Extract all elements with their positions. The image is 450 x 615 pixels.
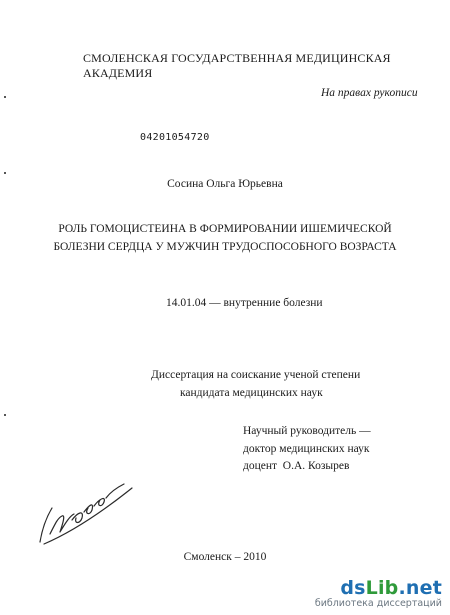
watermark-logo xyxy=(315,578,442,598)
place-year: Смоленск – 2010 xyxy=(183,551,267,563)
title-line-1: РОЛЬ ГОМОЦИСТЕИНА В ФОРМИРОВАНИИ ИШЕМИЧЕСКОЙ xyxy=(58,223,392,235)
signature-image xyxy=(32,472,140,552)
dslib-watermark xyxy=(315,578,442,609)
supervisor-line-2: доктор медицинских наук xyxy=(243,443,370,455)
supervisor-line-3: доцент О.А. Козырев xyxy=(243,460,350,472)
specialty: 14.01.04 — внутренние болезни xyxy=(166,297,323,309)
supervisor-line-1: Научный руководитель — xyxy=(243,425,371,437)
degree-line-1: Диссертация на соискание ученой степени xyxy=(151,369,361,381)
catalog-number: 04201054720 xyxy=(140,132,210,143)
logo-lib: Lib xyxy=(365,577,399,599)
institution-name: СМОЛЕНСКАЯ ГОСУДАРСТВЕННАЯ МЕДИЦИНСКАЯ АКАДЕМИЯ xyxy=(83,51,391,80)
logo-net: .net xyxy=(398,577,442,599)
scan-mark xyxy=(4,96,6,98)
rights-note: На правах рукописи xyxy=(321,87,418,99)
author-name: Сосина Ольга Юрьевна xyxy=(167,178,283,190)
watermark-tagline: библиотека диссертаций xyxy=(314,598,442,609)
scan-mark xyxy=(4,172,6,174)
logo-ds: ds xyxy=(340,577,366,599)
degree-line-2: кандидата медицинских наук xyxy=(180,387,323,399)
title-line-2: БОЛЕЗНИ СЕРДЦА У МУЖЧИН ТРУДОСПОСОБНОГО ВОЗРАСТА xyxy=(53,241,397,253)
scan-mark xyxy=(4,414,6,416)
